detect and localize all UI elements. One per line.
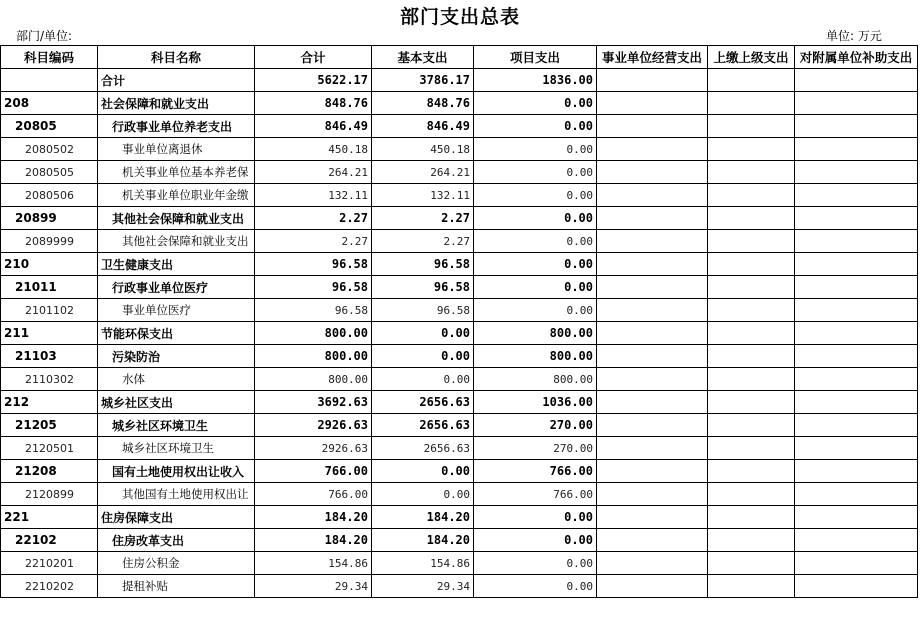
row-remit-cell[interactable]	[708, 161, 795, 184]
row-business-cell[interactable]	[597, 529, 708, 552]
row-total-cell[interactable]: 800.00	[255, 368, 372, 391]
row-business-cell[interactable]	[597, 391, 708, 414]
row-basic-cell[interactable]: 0.00	[372, 483, 474, 506]
row-name-cell[interactable]: 行政事业单位医疗	[98, 276, 255, 299]
row-total-cell[interactable]: 184.20	[255, 506, 372, 529]
row-business-cell[interactable]	[597, 184, 708, 207]
row-subsidy-cell[interactable]	[795, 69, 918, 92]
row-code-cell[interactable]: 20899	[1, 207, 98, 230]
row-subsidy-cell[interactable]	[795, 552, 918, 575]
row-project-cell[interactable]: 766.00	[474, 460, 597, 483]
row-code-cell[interactable]: 21205	[1, 414, 98, 437]
row-code-cell[interactable]: 212	[1, 391, 98, 414]
row-subsidy-cell[interactable]	[795, 460, 918, 483]
table-row	[1, 437, 918, 460]
row-code-cell[interactable]: 2110302	[1, 368, 98, 391]
row-remit-cell[interactable]	[708, 368, 795, 391]
row-name-cell[interactable]: 社会保障和就业支出	[98, 92, 255, 115]
row-name-cell[interactable]: 污染防治	[98, 345, 255, 368]
row-basic-cell[interactable]: 0.00	[372, 345, 474, 368]
row-business-cell[interactable]	[597, 69, 708, 92]
row-project-cell[interactable]: 270.00	[474, 437, 597, 460]
row-project-cell[interactable]: 0.00	[474, 552, 597, 575]
table-row	[1, 92, 918, 115]
row-business-cell[interactable]	[597, 207, 708, 230]
row-business-cell[interactable]	[597, 161, 708, 184]
row-name-cell[interactable]: 提租补贴	[98, 575, 255, 598]
row-total-cell[interactable]: 848.76	[255, 92, 372, 115]
row-basic-cell[interactable]: 2.27	[372, 230, 474, 253]
row-name-cell[interactable]: 水体	[98, 368, 255, 391]
row-code-cell[interactable]: 210	[1, 253, 98, 276]
table-row	[1, 460, 918, 483]
row-project-cell[interactable]: 800.00	[474, 368, 597, 391]
row-code-cell[interactable]: 22102	[1, 529, 98, 552]
row-code-cell[interactable]: 2080506	[1, 184, 98, 207]
row-project-cell[interactable]: 0.00	[474, 161, 597, 184]
row-remit-cell[interactable]	[708, 437, 795, 460]
row-total-cell[interactable]: 766.00	[255, 460, 372, 483]
row-code-cell[interactable]: 2080505	[1, 161, 98, 184]
row-total-cell[interactable]: 846.49	[255, 115, 372, 138]
row-remit-cell[interactable]	[708, 184, 795, 207]
row-project-cell[interactable]: 1836.00	[474, 69, 597, 92]
row-remit-cell[interactable]	[708, 552, 795, 575]
table-row	[1, 115, 918, 138]
row-basic-cell[interactable]: 184.20	[372, 506, 474, 529]
row-code-cell[interactable]: 2089999	[1, 230, 98, 253]
row-project-cell[interactable]: 0.00	[474, 506, 597, 529]
row-name-cell[interactable]: 机关事业单位职业年金缴	[98, 184, 255, 207]
row-basic-cell[interactable]: 96.58	[372, 299, 474, 322]
row-project-cell[interactable]: 0.00	[474, 184, 597, 207]
row-project-cell[interactable]: 0.00	[474, 276, 597, 299]
header-name[interactable]: 科目名称	[98, 46, 255, 69]
row-remit-cell[interactable]	[708, 253, 795, 276]
row-remit-cell[interactable]	[708, 529, 795, 552]
row-name-cell[interactable]: 其他社会保障和就业支出	[98, 207, 255, 230]
row-name-cell[interactable]: 事业单位医疗	[98, 299, 255, 322]
row-total-cell[interactable]: 29.34	[255, 575, 372, 598]
row-business-cell[interactable]	[597, 575, 708, 598]
row-basic-cell[interactable]: 0.00	[372, 322, 474, 345]
row-subsidy-cell[interactable]	[795, 115, 918, 138]
row-total-cell[interactable]: 2.27	[255, 207, 372, 230]
row-basic-cell[interactable]: 184.20	[372, 529, 474, 552]
row-name-cell[interactable]: 其他国有土地使用权出让	[98, 483, 255, 506]
row-total-cell[interactable]: 154.86	[255, 552, 372, 575]
table-row	[1, 345, 918, 368]
row-total-cell[interactable]: 3692.63	[255, 391, 372, 414]
row-business-cell[interactable]	[597, 115, 708, 138]
row-project-cell[interactable]: 1036.00	[474, 391, 597, 414]
row-code-cell[interactable]: 2120899	[1, 483, 98, 506]
header-basic[interactable]: 基本支出	[372, 46, 474, 69]
table-row	[1, 276, 918, 299]
row-name-cell[interactable]: 城乡社区环境卫生	[98, 414, 255, 437]
row-subsidy-cell[interactable]	[795, 207, 918, 230]
row-business-cell[interactable]	[597, 414, 708, 437]
row-remit-cell[interactable]	[708, 414, 795, 437]
row-business-cell[interactable]	[597, 230, 708, 253]
row-code-cell[interactable]: 2120501	[1, 437, 98, 460]
table-row	[1, 184, 918, 207]
row-total-cell[interactable]: 800.00	[255, 322, 372, 345]
row-business-cell[interactable]	[597, 483, 708, 506]
row-basic-cell[interactable]: 846.49	[372, 115, 474, 138]
row-remit-cell[interactable]	[708, 345, 795, 368]
table-row	[1, 368, 918, 391]
row-name-cell[interactable]: 合计	[98, 69, 255, 92]
table-row	[1, 207, 918, 230]
row-total-cell[interactable]: 2926.63	[255, 437, 372, 460]
row-total-cell[interactable]: 184.20	[255, 529, 372, 552]
row-basic-cell[interactable]: 848.76	[372, 92, 474, 115]
table-row	[1, 575, 918, 598]
row-project-cell[interactable]: 0.00	[474, 529, 597, 552]
row-name-cell[interactable]: 城乡社区支出	[98, 391, 255, 414]
row-basic-cell[interactable]: 264.21	[372, 161, 474, 184]
row-subsidy-cell[interactable]	[795, 575, 918, 598]
header-total[interactable]: 合计	[255, 46, 372, 69]
department-label: 部门/单位:	[16, 29, 73, 43]
row-total-cell[interactable]: 800.00	[255, 345, 372, 368]
row-remit-cell[interactable]	[708, 460, 795, 483]
row-basic-cell[interactable]: 132.11	[372, 184, 474, 207]
row-code-cell[interactable]: 2101102	[1, 299, 98, 322]
row-code-cell[interactable]: 20805	[1, 115, 98, 138]
row-name-cell[interactable]: 机关事业单位基本养老保	[98, 161, 255, 184]
row-total-cell[interactable]: 132.11	[255, 184, 372, 207]
row-basic-cell[interactable]: 0.00	[372, 368, 474, 391]
row-remit-cell[interactable]	[708, 69, 795, 92]
header-subsidy[interactable]: 对附属单位补助支出	[795, 46, 918, 69]
row-remit-cell[interactable]	[708, 207, 795, 230]
row-project-cell[interactable]: 800.00	[474, 345, 597, 368]
table-row	[1, 483, 918, 506]
row-code-cell[interactable]: 208	[1, 92, 98, 115]
row-business-cell[interactable]	[597, 253, 708, 276]
row-subsidy-cell[interactable]	[795, 230, 918, 253]
row-subsidy-cell[interactable]	[795, 184, 918, 207]
row-subsidy-cell[interactable]	[795, 92, 918, 115]
row-basic-cell[interactable]: 96.58	[372, 253, 474, 276]
row-name-cell[interactable]: 国有土地使用权出让收入	[98, 460, 255, 483]
row-name-cell[interactable]: 卫生健康支出	[98, 253, 255, 276]
row-subsidy-cell[interactable]	[795, 276, 918, 299]
row-business-cell[interactable]	[597, 322, 708, 345]
table-row	[1, 552, 918, 575]
row-subsidy-cell[interactable]	[795, 506, 918, 529]
row-business-cell[interactable]	[597, 437, 708, 460]
row-subsidy-cell[interactable]	[795, 529, 918, 552]
row-project-cell[interactable]: 0.00	[474, 253, 597, 276]
row-code-cell[interactable]: 211	[1, 322, 98, 345]
row-business-cell[interactable]	[597, 276, 708, 299]
row-remit-cell[interactable]	[708, 299, 795, 322]
row-total-cell[interactable]: 2926.63	[255, 414, 372, 437]
row-code-cell[interactable]	[1, 69, 98, 92]
row-project-cell[interactable]: 766.00	[474, 483, 597, 506]
row-subsidy-cell[interactable]	[795, 345, 918, 368]
row-business-cell[interactable]	[597, 345, 708, 368]
row-total-cell[interactable]: 96.58	[255, 253, 372, 276]
row-basic-cell[interactable]: 2656.63	[372, 437, 474, 460]
row-code-cell[interactable]: 21208	[1, 460, 98, 483]
row-basic-cell[interactable]: 2656.63	[372, 414, 474, 437]
row-business-cell[interactable]	[597, 299, 708, 322]
row-project-cell[interactable]: 0.00	[474, 138, 597, 161]
row-code-cell[interactable]: 221	[1, 506, 98, 529]
header-row	[1, 46, 918, 69]
row-subsidy-cell[interactable]	[795, 161, 918, 184]
row-subsidy-cell[interactable]	[795, 322, 918, 345]
header-project[interactable]: 项目支出	[474, 46, 597, 69]
row-total-cell[interactable]: 2.27	[255, 230, 372, 253]
row-remit-cell[interactable]	[708, 575, 795, 598]
row-remit-cell[interactable]	[708, 92, 795, 115]
row-code-cell[interactable]: 2210201	[1, 552, 98, 575]
row-code-cell[interactable]: 21103	[1, 345, 98, 368]
unit-label: 单位: 万元	[826, 29, 882, 43]
row-name-cell[interactable]: 其他社会保障和就业支出	[98, 230, 255, 253]
row-project-cell[interactable]: 800.00	[474, 322, 597, 345]
table-row	[1, 529, 918, 552]
row-project-cell[interactable]: 0.00	[474, 575, 597, 598]
row-business-cell[interactable]	[597, 138, 708, 161]
row-remit-cell[interactable]	[708, 506, 795, 529]
table-row	[1, 138, 918, 161]
row-subsidy-cell[interactable]	[795, 368, 918, 391]
row-subsidy-cell[interactable]	[795, 253, 918, 276]
row-total-cell[interactable]: 5622.17	[255, 69, 372, 92]
row-remit-cell[interactable]	[708, 322, 795, 345]
table-row	[1, 391, 918, 414]
row-name-cell[interactable]: 住房公积金	[98, 552, 255, 575]
row-remit-cell[interactable]	[708, 276, 795, 299]
row-name-cell[interactable]: 行政事业单位养老支出	[98, 115, 255, 138]
row-subsidy-cell[interactable]	[795, 138, 918, 161]
row-remit-cell[interactable]	[708, 115, 795, 138]
row-project-cell[interactable]: 0.00	[474, 230, 597, 253]
row-business-cell[interactable]	[597, 552, 708, 575]
row-name-cell[interactable]: 城乡社区环境卫生	[98, 437, 255, 460]
row-code-cell[interactable]: 2210202	[1, 575, 98, 598]
row-basic-cell[interactable]: 2.27	[372, 207, 474, 230]
table-row	[1, 230, 918, 253]
row-business-cell[interactable]	[597, 92, 708, 115]
row-basic-cell[interactable]: 29.34	[372, 575, 474, 598]
row-total-cell[interactable]: 766.00	[255, 483, 372, 506]
row-subsidy-cell[interactable]	[795, 437, 918, 460]
row-basic-cell[interactable]: 3786.17	[372, 69, 474, 92]
table-row	[1, 322, 918, 345]
row-total-cell[interactable]: 264.21	[255, 161, 372, 184]
row-remit-cell[interactable]	[708, 483, 795, 506]
row-name-cell[interactable]: 住房改革支出	[98, 529, 255, 552]
row-subsidy-cell[interactable]	[795, 483, 918, 506]
row-project-cell[interactable]: 0.00	[474, 207, 597, 230]
table-row	[1, 253, 918, 276]
row-remit-cell[interactable]	[708, 230, 795, 253]
table-row	[1, 299, 918, 322]
header-remit[interactable]: 上缴上级支出	[708, 46, 795, 69]
row-code-cell[interactable]: 21011	[1, 276, 98, 299]
row-name-cell[interactable]: 住房保障支出	[98, 506, 255, 529]
row-business-cell[interactable]	[597, 460, 708, 483]
row-total-cell[interactable]: 450.18	[255, 138, 372, 161]
expenditure-table	[0, 45, 918, 598]
table-row	[1, 69, 918, 92]
row-basic-cell[interactable]: 154.86	[372, 552, 474, 575]
row-project-cell[interactable]: 0.00	[474, 299, 597, 322]
row-total-cell[interactable]: 96.58	[255, 299, 372, 322]
row-subsidy-cell[interactable]	[795, 414, 918, 437]
table-row	[1, 414, 918, 437]
row-remit-cell[interactable]	[708, 138, 795, 161]
row-basic-cell[interactable]: 96.58	[372, 276, 474, 299]
row-remit-cell[interactable]	[708, 391, 795, 414]
header-code[interactable]: 科目编码	[1, 46, 98, 69]
row-name-cell[interactable]: 节能环保支出	[98, 322, 255, 345]
row-subsidy-cell[interactable]	[795, 391, 918, 414]
row-project-cell[interactable]: 270.00	[474, 414, 597, 437]
row-project-cell[interactable]: 0.00	[474, 92, 597, 115]
row-name-cell[interactable]: 事业单位离退休	[98, 138, 255, 161]
row-total-cell[interactable]: 96.58	[255, 276, 372, 299]
row-code-cell[interactable]: 2080502	[1, 138, 98, 161]
row-business-cell[interactable]	[597, 506, 708, 529]
row-basic-cell[interactable]: 2656.63	[372, 391, 474, 414]
row-project-cell[interactable]: 0.00	[474, 115, 597, 138]
row-business-cell[interactable]	[597, 368, 708, 391]
table-row	[1, 161, 918, 184]
table-row	[1, 506, 918, 529]
row-basic-cell[interactable]: 450.18	[372, 138, 474, 161]
report-title: 部门支出总表	[399, 6, 520, 28]
header-business[interactable]: 事业单位经营支出	[597, 46, 708, 69]
row-basic-cell[interactable]: 0.00	[372, 460, 474, 483]
row-subsidy-cell[interactable]	[795, 299, 918, 322]
